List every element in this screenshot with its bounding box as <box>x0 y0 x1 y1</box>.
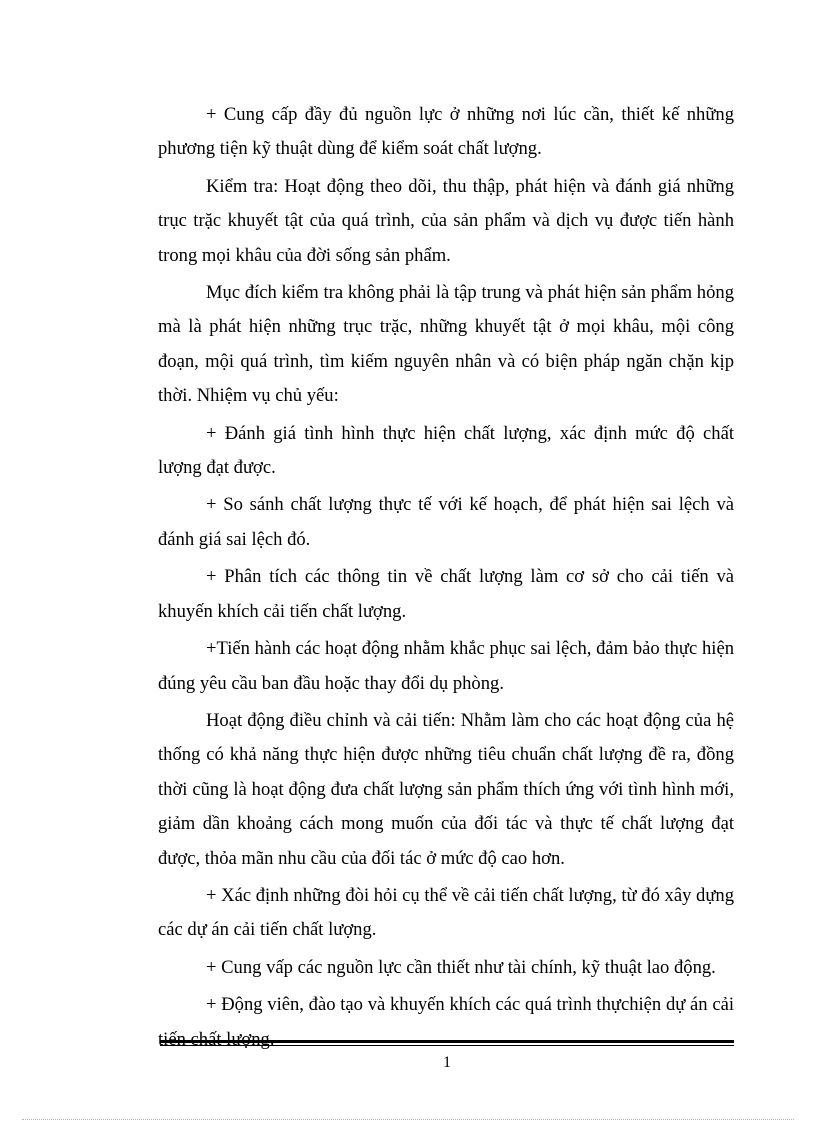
footer-rule-thin <box>160 1045 734 1046</box>
page-number: 1 <box>443 1054 451 1071</box>
paragraph: Kiểm tra: Hoạt động theo dõi, thu thập, phát hiện và đánh giá những trục trặc khuyết tật của quá trình, của sản phẩm và dịch vụ được tiến hành trong mọi khâu của đời sống sản phẩm. <box>158 175 734 266</box>
footer-rule-thick <box>160 1040 734 1043</box>
paragraph: Mục đích kiểm tra không phải là tập trung và phát hiện sản phẩm hỏng mà là phát hiện những trục trặc, những khuyết tật ở mọi khâu, mội công đoạn, mội quá trình, tìm kiếm nguyên nhân và có biện pháp ngăn chặn kịp thời. Nhiệm vụ chủ yếu: <box>158 282 734 407</box>
page-bottom-border <box>22 1119 794 1120</box>
paragraph: + Đánh giá tình hình thực hiện chất lượng, xác định mức độ chất lượng đạt được. <box>158 422 734 479</box>
paragraph: + Phân tích các thông tin về chất lượng làm cơ sở cho cải tiến và khuyến khích cải tiến chất lượng. <box>158 566 734 622</box>
paragraph: +Tiến hành các hoạt động nhằm khắc phục sai lệch, đảm bảo thực hiện đúng yêu cầu ban đầu hoặc thay đổi dụ phòng. <box>158 638 734 694</box>
paragraph: + Động viên, đào tạo và khuyến khích các quá trình thựchiện dự án cải tiến chất lượng. <box>158 994 734 1050</box>
paragraph: + Cung vấp các nguồn lực cần thiết như tài chính, kỹ thuật lao động. <box>206 956 716 978</box>
paragraph: + So sánh chất lượng thực tế với kế hoạch, để phát hiện sai lệch và đánh giá sai lệch đó. <box>158 494 734 550</box>
paragraph: + Cung cấp đầy đủ nguồn lực ở những nơi lúc cần, thiết kế những phương tiện kỹ thuật dùng để kiểm soát chất lượng. <box>158 104 734 160</box>
paragraph: Hoạt động điều chỉnh và cải tiến: Nhằm làm cho các hoạt động của hệ thống có khả năng thực hiện được những tiêu chuẩn chất lượng đề ra, đồng thời cũng là hoạt động đưa chất lượng sản phẩm thích ứng với tình hình mới, giảm dần khoảng cách mong muốn của đối tác và thực tế chất lượng đạt được, thỏa mãn nhu cầu của đối tác ở mức độ cao hơn. <box>158 709 734 869</box>
document-body <box>158 98 734 1060</box>
paragraph: + Xác định những đòi hỏi cụ thể về cải tiến chất lượng, từ đó xây dựng các dự án cải tiến chất lượng. <box>158 884 734 941</box>
